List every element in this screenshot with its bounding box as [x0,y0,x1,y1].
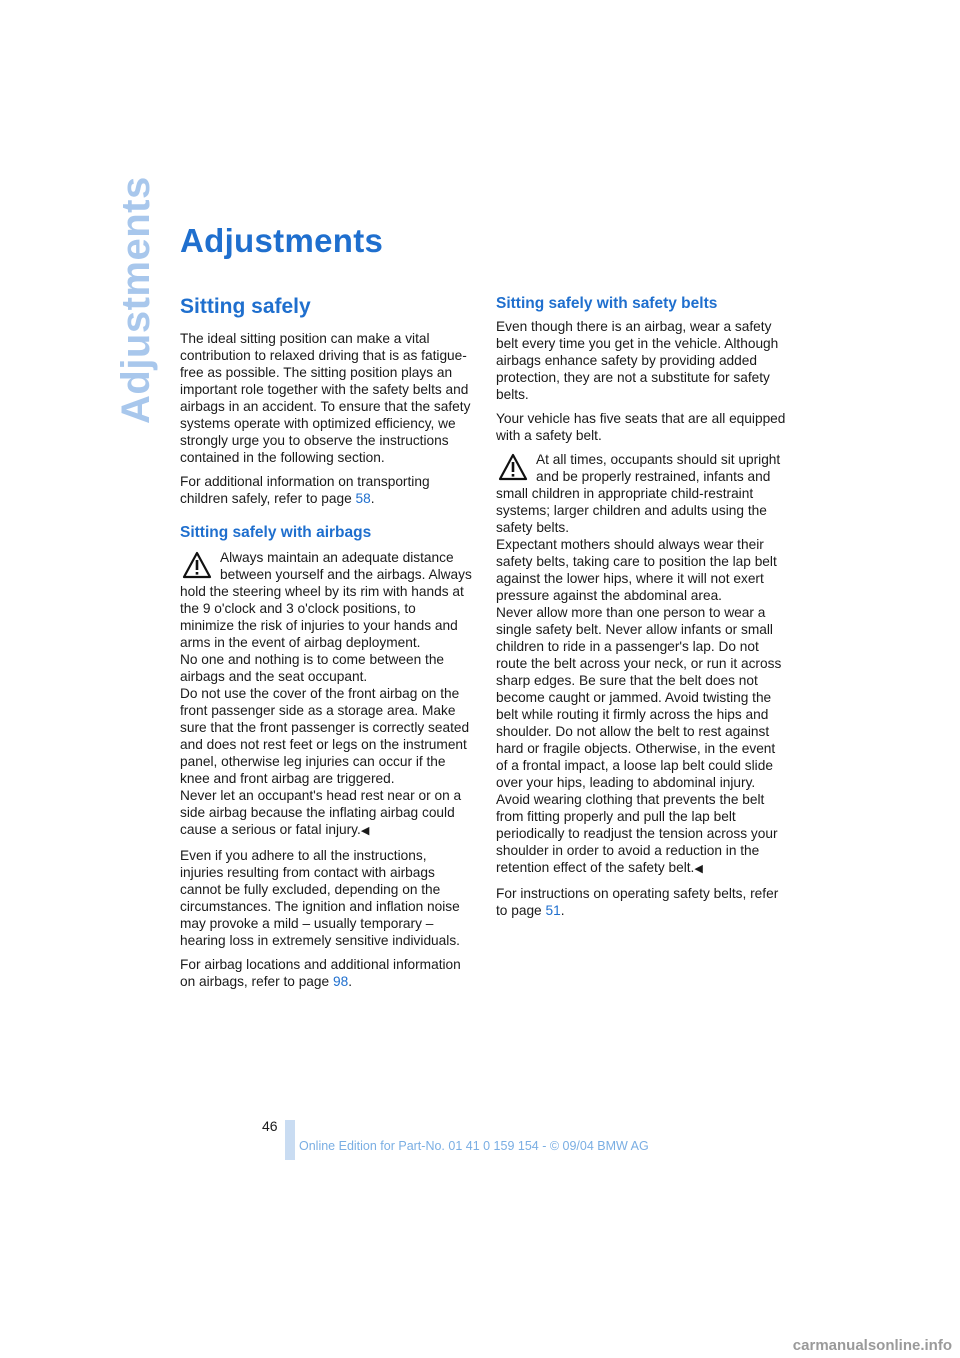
safety-belt-warning: At all times, occupants should sit upright and be properly restrained, infants and small children in appropriate child-restraint systems; larger children and adults using the safety belts. Expectant mothers should always wear their safety belts, taking care to position the lap belt against the lower hips, where it will not exert pressure against the abdominal area. Never allow more than one person to wear a single safety belt. Never allow infants or small children to ride in a passenger's lap. Do not route the belt across your neck, or run it across sharp edges. Be sure that the belt does not become caught or jammed. Avoid twisting the belt while routing it firmly across the hips and shoulder. Do not allow the belt to rest against hard or fragile objects. Otherwise, in the event of a frontal impact, a loose lap belt could slide over your hips, leading to abdominal injury. Avoid wearing clothing that prevents the belt from fitting properly and pull the lap belt periodically to readjust the tension across your shoulder in order to avoid a reduction in the retention effect of the safety belt.◀ [496,452,782,875]
chapter-title: Adjustments [180,222,384,259]
left-column [180,294,472,997]
subheading-safety-belts: Sitting safely with safety belts [496,295,718,312]
end-mark: ◀ [694,863,703,875]
page-number: 46 [262,1118,278,1134]
safety-belt-intro-paragraph: Even though there is an airbag, wear a safety belt every time you get in the vehicle. Although airbags enhance safety by providing added protection, they are not a substitute for safety belts. [496,319,779,402]
children-reference-paragraph: For additional information on transporting children safely, refer to page 58. [180,474,430,506]
belt-operation-reference-paragraph: For instructions on operating safety belts, refer to page 51. [496,886,779,918]
subheading-airbags: Sitting safely with airbags [180,524,372,541]
watermark: carmanualsonline.info [792,1337,952,1354]
side-chapter-tab [112,176,158,432]
right-column [496,294,788,926]
airbag-reference-paragraph: For airbag locations and additional information on airbags, refer to page 98. [180,957,461,989]
page-link-98[interactable]: 98 [332,974,349,989]
section-heading-sitting-safely: Sitting safely [180,295,311,318]
airbag-warning: Always maintain an adequate distance between yourself and the airbags. Always hold the steering wheel by its rim with hands at the 9 o'clock and 3 o'clock positions, to minimize the risk of injuries to your hands and arms in the event of airbag deployment. No one and nothing is to come between the airbags and the seat occupant. Do not use the cover of the front airbag on the front passenger side as a storage area. Make sure that the front passenger is correctly seated and does not rest feet or legs on the instrument panel, otherwise leg injuries can occur if the knee and front airbag are triggered. Never let an occupant's head rest near or on a side airbag because the inflating airbag could cause a serious or fatal injury.◀ [180,550,472,837]
warning-triangle-icon [498,453,528,481]
intro-paragraph: The ideal sitting position can make a vital contribution to relaxed driving that is as fatigue-free as possible. The sitting position plays an important role together with the safety belts and airbags in an accident. To ensure that the safety systems operate with optimized efficiency, we strongly urge you to observe the instructions contained in the following section. [180,331,471,465]
footer-accent-bar [285,1120,295,1160]
end-mark: ◀ [360,825,370,837]
side-chapter-label: Adjustments [114,176,158,424]
seats-paragraph: Your vehicle has five seats that are all equipped with a safety belt. [496,411,786,443]
page-link-58[interactable]: 58 [355,491,371,506]
airbag-injury-paragraph: Even if you adhere to all the instructions, injuries resulting from contact with airbags cannot be fully excluded, depending on the circumstances. The ignition and inflation noise may provoke a mild – usually temporary – hearing loss in extremely sensitive individuals. [180,848,460,948]
footer-edition-text: Online Edition for Part-No. 01 41 0 159 154 - © 09/04 BMW AG [299,1139,649,1153]
warning-triangle-icon [182,551,212,579]
page-link-51[interactable]: 51 [545,903,561,918]
